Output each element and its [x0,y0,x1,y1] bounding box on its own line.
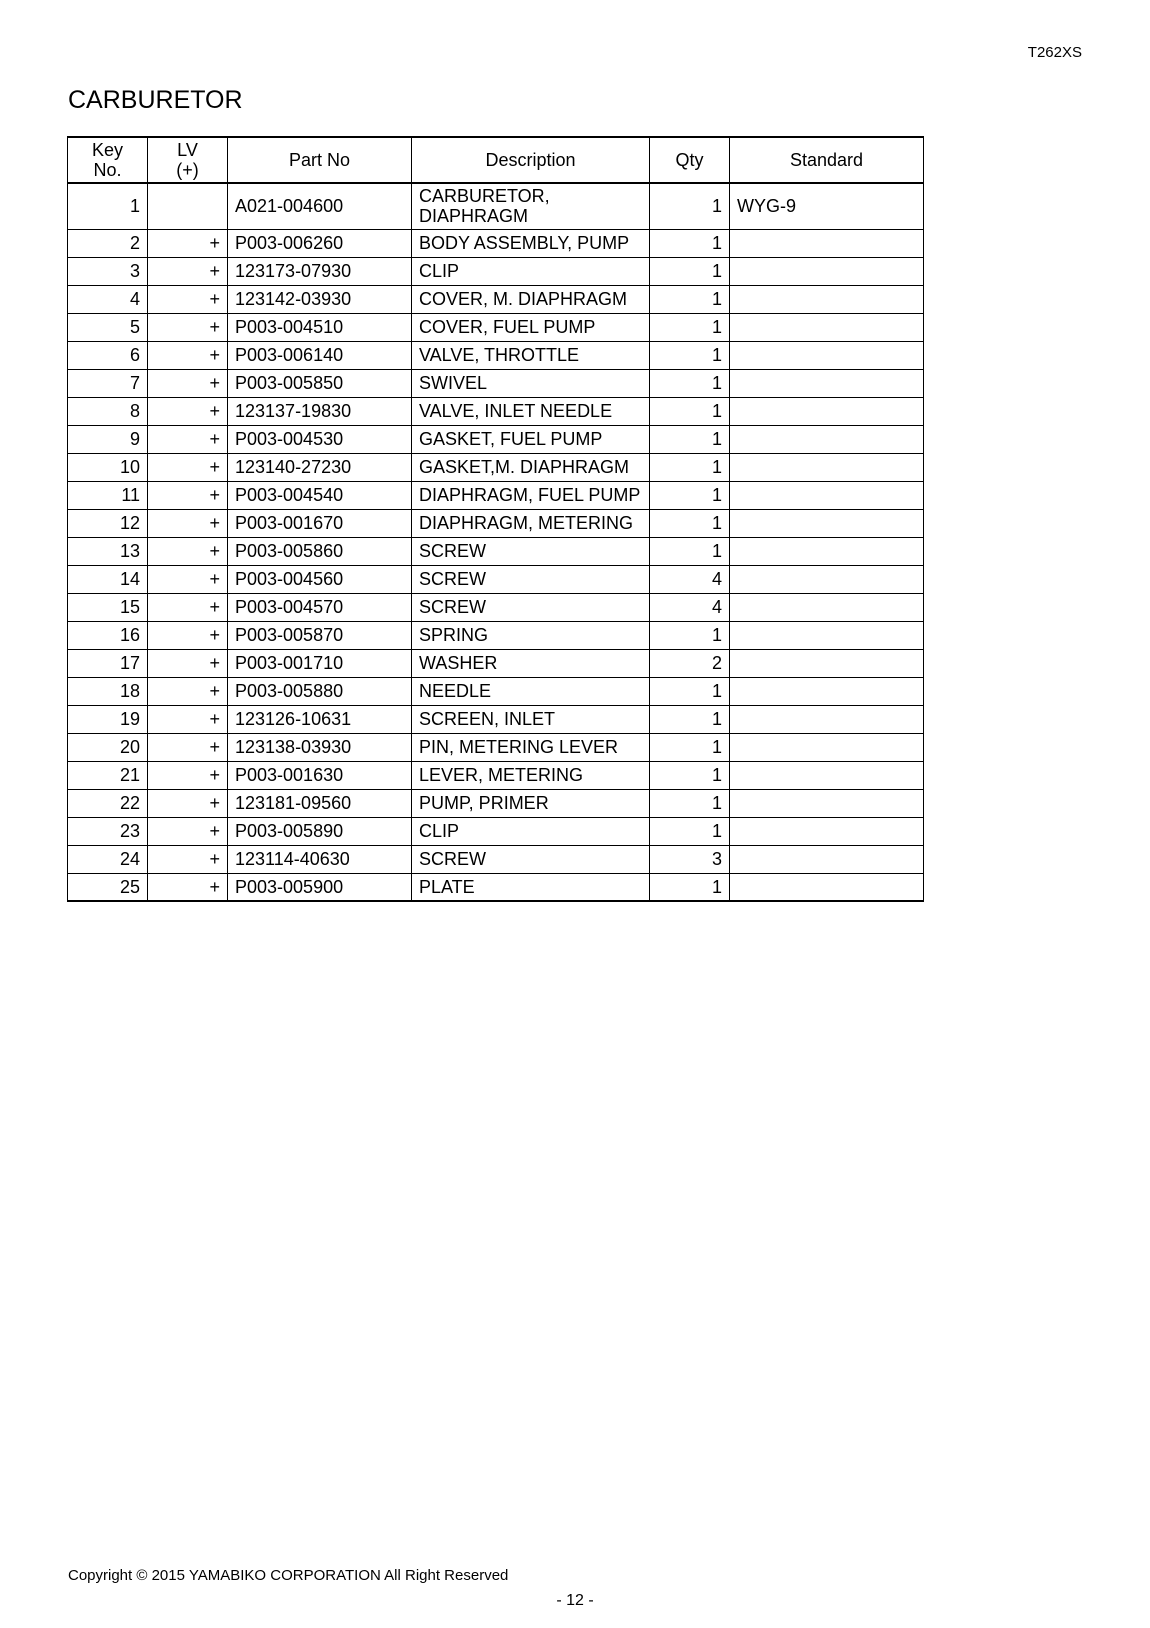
cell-qty: 4 [650,565,730,593]
cell-standard [730,845,924,873]
cell-part-no: P003-004560 [228,565,412,593]
cell-part-no: P003-005860 [228,537,412,565]
cell-description: WASHER [412,649,650,677]
cell-lv: + [148,677,228,705]
cell-lv: + [148,705,228,733]
table-row [68,341,924,369]
cell-qty: 1 [650,873,730,901]
cell-part-no: P003-004530 [228,425,412,453]
cell-standard [730,873,924,901]
cell-lv [148,183,228,229]
cell-standard [730,537,924,565]
cell-key-no: 24 [68,845,148,873]
cell-part-no: 123126-10631 [228,705,412,733]
cell-key-no: 11 [68,481,148,509]
description-line: DIAPHRAGM [419,206,529,227]
cell-description: CLIP [412,257,650,285]
cell-qty: 1 [650,705,730,733]
col-description: Description [412,137,650,183]
cell-description: LEVER, METERING [412,761,650,789]
cell-qty: 1 [650,229,730,257]
table-row [68,229,924,257]
cell-lv: + [148,425,228,453]
cell-lv: + [148,229,228,257]
col-part-no: Part No [228,137,412,183]
cell-qty: 1 [650,733,730,761]
cell-description: SCREW [412,593,650,621]
cell-standard [730,565,924,593]
cell-standard: WYG-9 [730,183,924,229]
cell-part-no: P003-005880 [228,677,412,705]
cell-qty: 1 [650,817,730,845]
cell-qty: 1 [650,313,730,341]
cell-description: DIAPHRAGM, METERING [412,509,650,537]
table-row [68,397,924,425]
table-row [68,537,924,565]
cell-standard [730,677,924,705]
cell-qty: 1 [650,397,730,425]
cell-lv: + [148,565,228,593]
cell-key-no: 7 [68,369,148,397]
cell-description: PLATE [412,873,650,901]
description-line: CARBURETOR, [419,186,550,207]
table-row [68,313,924,341]
cell-description: SCREW [412,845,650,873]
table-row [68,649,924,677]
cell-description: SCREEN, INLET [412,705,650,733]
cell-part-no: P003-006260 [228,229,412,257]
page-title: CARBURETOR [68,86,243,114]
cell-part-no: 123142-03930 [228,285,412,313]
table-row [68,509,924,537]
cell-standard [730,285,924,313]
cell-part-no: 123114-40630 [228,845,412,873]
table-header-row [68,137,924,183]
cell-description: DIAPHRAGM, FUEL PUMP [412,481,650,509]
cell-key-no: 19 [68,705,148,733]
cell-key-no: 21 [68,761,148,789]
cell-qty: 1 [650,537,730,565]
cell-qty: 1 [650,369,730,397]
cell-part-no: P003-005890 [228,817,412,845]
cell-description [412,183,650,229]
cell-standard [730,453,924,481]
cell-part-no: 123137-19830 [228,397,412,425]
cell-lv: + [148,649,228,677]
cell-qty: 1 [650,481,730,509]
cell-part-no: 123138-03930 [228,733,412,761]
cell-standard [730,397,924,425]
cell-key-no: 4 [68,285,148,313]
cell-lv: + [148,733,228,761]
cell-qty: 1 [650,285,730,313]
cell-part-no: P003-004540 [228,481,412,509]
table-row [68,285,924,313]
cell-description: CLIP [412,817,650,845]
cell-standard [730,229,924,257]
cell-qty: 1 [650,183,730,229]
cell-part-no: P003-005850 [228,369,412,397]
cell-description: PIN, METERING LEVER [412,733,650,761]
cell-description: VALVE, THROTTLE [412,341,650,369]
cell-qty: 1 [650,341,730,369]
cell-standard [730,649,924,677]
cell-standard [730,369,924,397]
cell-standard [730,621,924,649]
cell-standard [730,593,924,621]
cell-lv: + [148,453,228,481]
cell-part-no: 123173-07930 [228,257,412,285]
table-row [68,621,924,649]
table-row [68,453,924,481]
cell-qty: 1 [650,257,730,285]
cell-standard [730,481,924,509]
table-row [68,761,924,789]
cell-description: SWIVEL [412,369,650,397]
cell-description: SCREW [412,565,650,593]
cell-key-no: 17 [68,649,148,677]
cell-key-no: 1 [68,183,148,229]
table-row [68,257,924,285]
cell-standard [730,257,924,285]
cell-lv: + [148,537,228,565]
cell-lv: + [148,817,228,845]
cell-qty: 1 [650,453,730,481]
cell-description: SPRING [412,621,650,649]
cell-lv: + [148,593,228,621]
cell-standard [730,789,924,817]
cell-description: BODY ASSEMBLY, PUMP [412,229,650,257]
table-row [68,593,924,621]
cell-qty: 1 [650,425,730,453]
table-row [68,733,924,761]
cell-key-no: 5 [68,313,148,341]
cell-key-no: 23 [68,817,148,845]
cell-description: GASKET,M. DIAPHRAGM [412,453,650,481]
table-row [68,565,924,593]
table-row [68,425,924,453]
table-row [68,183,924,229]
cell-qty: 4 [650,593,730,621]
cell-key-no: 15 [68,593,148,621]
cell-key-no: 16 [68,621,148,649]
cell-description: PUMP, PRIMER [412,789,650,817]
cell-part-no: P003-005900 [228,873,412,901]
table-row [68,369,924,397]
cell-part-no: A021-004600 [228,183,412,229]
cell-standard [730,761,924,789]
cell-qty: 1 [650,677,730,705]
cell-key-no: 3 [68,257,148,285]
cell-key-no: 6 [68,341,148,369]
cell-part-no: P003-001710 [228,649,412,677]
cell-standard [730,509,924,537]
cell-lv: + [148,313,228,341]
cell-lv: + [148,845,228,873]
cell-key-no: 10 [68,453,148,481]
cell-lv: + [148,789,228,817]
cell-description: NEEDLE [412,677,650,705]
table-row [68,873,924,901]
cell-standard [730,733,924,761]
cell-lv: + [148,341,228,369]
col-qty: Qty [650,137,730,183]
cell-qty: 1 [650,761,730,789]
page-number: - 12 - [556,1592,594,1609]
cell-lv: + [148,481,228,509]
cell-standard [730,817,924,845]
cell-qty: 2 [650,649,730,677]
table-row [68,705,924,733]
cell-lv: + [148,285,228,313]
cell-qty: 1 [650,509,730,537]
cell-part-no: P003-001670 [228,509,412,537]
cell-key-no: 20 [68,733,148,761]
cell-description: VALVE, INLET NEEDLE [412,397,650,425]
cell-key-no: 8 [68,397,148,425]
cell-lv: + [148,873,228,901]
cell-qty: 3 [650,845,730,873]
table-row [68,845,924,873]
col-key-no: Key No. [68,137,148,183]
cell-key-no: 14 [68,565,148,593]
cell-part-no: P003-004510 [228,313,412,341]
cell-lv: + [148,369,228,397]
col-lv: LV (+) [148,137,228,183]
model-code: T262XS [1027,44,1082,61]
cell-part-no: P003-001630 [228,761,412,789]
cell-qty: 1 [650,789,730,817]
cell-key-no: 13 [68,537,148,565]
table-row [68,817,924,845]
cell-key-no: 12 [68,509,148,537]
cell-key-no: 22 [68,789,148,817]
cell-standard [730,425,924,453]
cell-part-no: P003-004570 [228,593,412,621]
cell-key-no: 9 [68,425,148,453]
cell-lv: + [148,621,228,649]
cell-description: SCREW [412,537,650,565]
cell-description: COVER, FUEL PUMP [412,313,650,341]
cell-part-no: 123181-09560 [228,789,412,817]
cell-part-no: 123140-27230 [228,453,412,481]
cell-description: GASKET, FUEL PUMP [412,425,650,453]
parts-table [67,136,924,902]
cell-part-no: P003-006140 [228,341,412,369]
cell-lv: + [148,257,228,285]
cell-qty: 1 [650,621,730,649]
table-row [68,789,924,817]
cell-key-no: 25 [68,873,148,901]
cell-part-no: P003-005870 [228,621,412,649]
cell-key-no: 18 [68,677,148,705]
cell-description: COVER, M. DIAPHRAGM [412,285,650,313]
cell-lv: + [148,509,228,537]
cell-standard [730,313,924,341]
table-row [68,677,924,705]
copyright: Copyright © 2015 YAMABIKO CORPORATION All Right Reserved [68,1567,509,1584]
cell-lv: + [148,397,228,425]
cell-standard [730,705,924,733]
cell-standard [730,341,924,369]
col-standard: Standard [730,137,924,183]
cell-key-no: 2 [68,229,148,257]
cell-lv: + [148,761,228,789]
table-row [68,481,924,509]
